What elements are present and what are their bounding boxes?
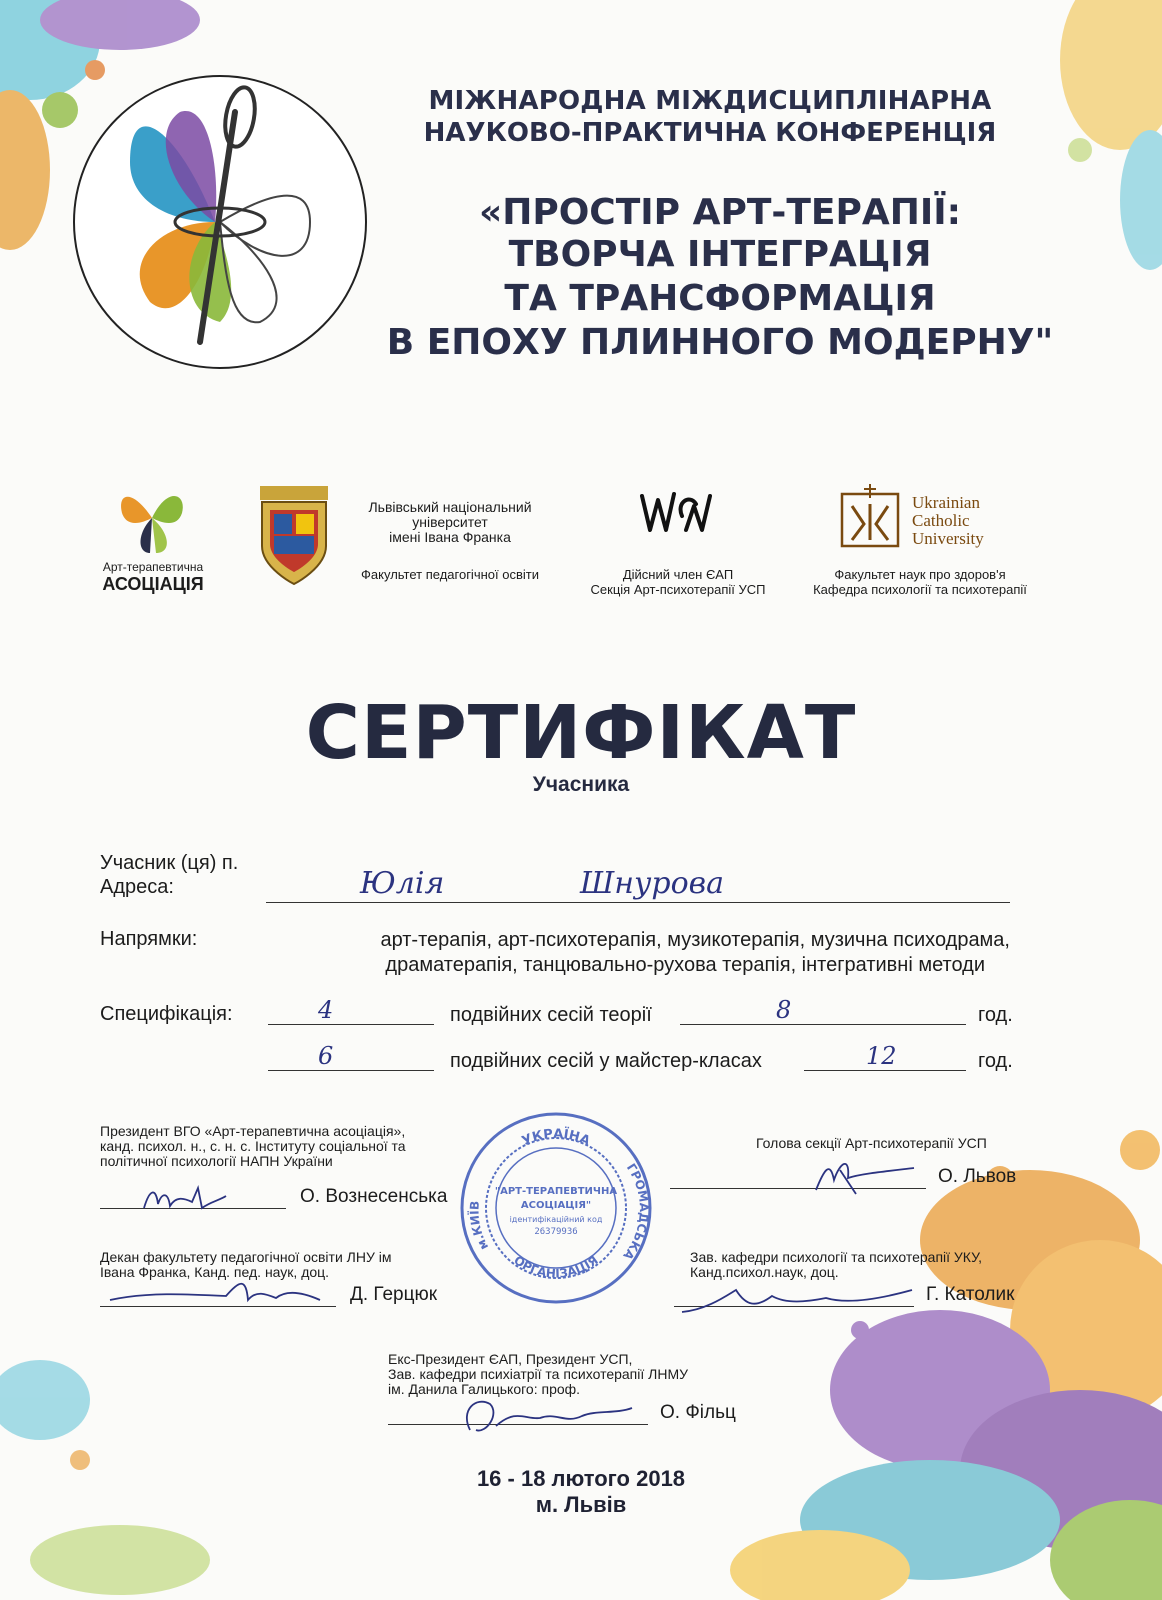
theory-hours-underline	[680, 1024, 966, 1025]
conference-title-line-4: В ЕПОХУ ПЛИННОГО МОДЕРНУ"	[386, 322, 1054, 363]
president-title-2: канд. психол. н., с. н. с. Інституту соціальної та	[100, 1138, 406, 1154]
ex-president-name: О. Фільц	[660, 1402, 736, 1423]
dean-name: Д. Герцюк	[350, 1284, 438, 1305]
ex-president-title-2: Зав. кафедри психіатрії та психотерапії ЛНМУ	[388, 1366, 689, 1382]
president-title-3: політичної психології НАПН України	[100, 1153, 333, 1169]
conference-title-line-2: ТВОРЧА ІНТЕГРАЦІЯ	[508, 234, 932, 275]
directions-label: Напрямки:	[100, 928, 198, 950]
certificate-subtitle: Учасника	[532, 773, 630, 796]
participant-underline	[266, 902, 1010, 903]
stamp-ring-right: ГРОМАДСЬКА	[620, 1160, 651, 1263]
conference-type-line-1: МІЖНАРОДНА МІЖДИСЦИПЛІНАРНА	[428, 86, 992, 116]
conference-city: м. Львів	[535, 1492, 627, 1517]
art-therapy-association-logo	[112, 478, 192, 558]
stamp-center-line-2: АСОЦІАЦІЯ"	[520, 1200, 592, 1211]
president-title-1: Президент ВГО «Арт-терапевтична асоціація»,	[100, 1123, 406, 1139]
head-section-name: О. Львов	[938, 1166, 1017, 1187]
eap-label-2: Секція Арт-психотерапії УСП	[590, 582, 766, 597]
directions-line-1: арт-терапія, арт-психотерапія, музикотерапія, музична психодрама,	[380, 929, 1010, 951]
conference-butterfly-logo	[70, 72, 370, 372]
association-label-2: АСОЦІАЦІЯ	[102, 574, 204, 594]
master-sessions-underline	[268, 1070, 434, 1071]
participant-last-name: Шнурова	[580, 866, 725, 901]
conference-title-line-3: ТА ТРАНСФОРМАЦІЯ	[504, 278, 936, 319]
svg-text:ОРГАНІЗАЦІЯ	[511, 1253, 600, 1281]
theory-hours-unit: год.	[978, 1004, 1013, 1026]
conference-title-line-1: «ПРОСТІР АРТ-ТЕРАПІЇ:	[478, 192, 962, 233]
svg-text:ГРОМАДСЬКА	[620, 1161, 651, 1263]
master-hours-underline	[804, 1070, 966, 1071]
ex-president-title-1: Екс-Президент ЄАП, Президент УСП,	[388, 1351, 633, 1367]
conference-dates: 16 - 18 лютого 2018	[476, 1466, 686, 1491]
specification-label: Специфікація:	[100, 1003, 233, 1025]
ucu-head-signature	[676, 1276, 916, 1320]
ucu-department: Кафедра психології та психотерапії	[813, 582, 1027, 597]
stamp-ring-left: м.КИЇВ	[467, 1200, 492, 1253]
lnu-name-line-3: імені Івана Франка	[389, 529, 511, 545]
organization-stamp	[456, 1108, 656, 1308]
president-name: О. Вознесенська	[300, 1186, 448, 1207]
address-label: Адреса:	[100, 876, 174, 898]
ex-president-title-3: ім. Данила Галицького: проф.	[388, 1381, 581, 1397]
ucu-logo-icon	[838, 484, 902, 550]
stamp-ring-bottom: ОРГАНІЗАЦІЯ	[511, 1253, 601, 1281]
eap-label-1: Дійсний член ЄАП	[622, 567, 734, 582]
head-section-title: Голова секції Арт-психотерапії УСП	[756, 1135, 987, 1151]
master-sessions-text: подвійних сесій у майстер-класах	[450, 1050, 762, 1072]
svg-text:УКРАЇНА	[520, 1126, 592, 1149]
theory-sessions-value: 4	[318, 996, 334, 1024]
ucu-name-line-1: Ukrainian	[912, 493, 980, 512]
lnu-name-line-2: університет	[412, 514, 488, 530]
ucu-head-name: Г. Католик	[926, 1284, 1015, 1305]
ex-president-signature	[456, 1390, 636, 1446]
master-hours-unit: год.	[978, 1050, 1013, 1072]
master-hours-value: 12	[866, 1042, 897, 1070]
participant-label: Учасник (ця) п.	[100, 852, 239, 874]
association-label-1: Арт-терапевтична	[102, 560, 204, 574]
theory-sessions-text: подвійних сесій теорії	[450, 1004, 652, 1026]
ucu-name-line-3: University	[912, 529, 984, 548]
lnu-name-line-1: Львівський національний	[368, 499, 532, 515]
president-signature	[140, 1182, 230, 1216]
participant-first-name: Юлія	[360, 866, 445, 901]
conference-type-line-2: НАУКОВО-ПРАКТИЧНА КОНФЕРЕНЦІЯ	[423, 118, 997, 148]
dean-signature	[106, 1270, 326, 1310]
ucu-faculty: Факультет наук про здоров'я	[834, 567, 1006, 582]
certificate-title: СЕРТИФІКАТ	[305, 690, 857, 776]
stamp-center-line-1: "АРТ-ТЕРАПЕВТИЧНА	[494, 1186, 618, 1197]
dean-title-2: Івана Франка, Канд. пед. наук, доц.	[100, 1264, 330, 1280]
eap-logo	[638, 486, 716, 540]
ucu-head-title-1: Зав. кафедри психології та психотерапії УКУ,	[690, 1249, 983, 1265]
stamp-code: 26379936	[534, 1227, 578, 1237]
ucu-head-title-2: Канд.психол.наук, доц.	[690, 1264, 839, 1280]
master-sessions-value: 6	[318, 1042, 334, 1070]
theory-sessions-underline	[268, 1024, 434, 1025]
ucu-name-line-2: Catholic	[912, 511, 970, 530]
stamp-code-label: ідентифікаційний код	[509, 1215, 603, 1224]
dean-title-1: Декан факультету педагогічної освіти ЛНУ ім	[100, 1249, 392, 1265]
lnu-faculty: Факультет педагогічної освіти	[361, 567, 539, 582]
head-section-signature	[810, 1150, 920, 1198]
lnu-coat-of-arms-icon	[256, 486, 332, 588]
directions-line-2: драматерапія, танцювально-рухова терапія, інтегративні методи	[385, 954, 985, 976]
stamp-ring-top: УКРАЇНА	[519, 1126, 593, 1150]
theory-hours-value: 8	[776, 996, 792, 1024]
